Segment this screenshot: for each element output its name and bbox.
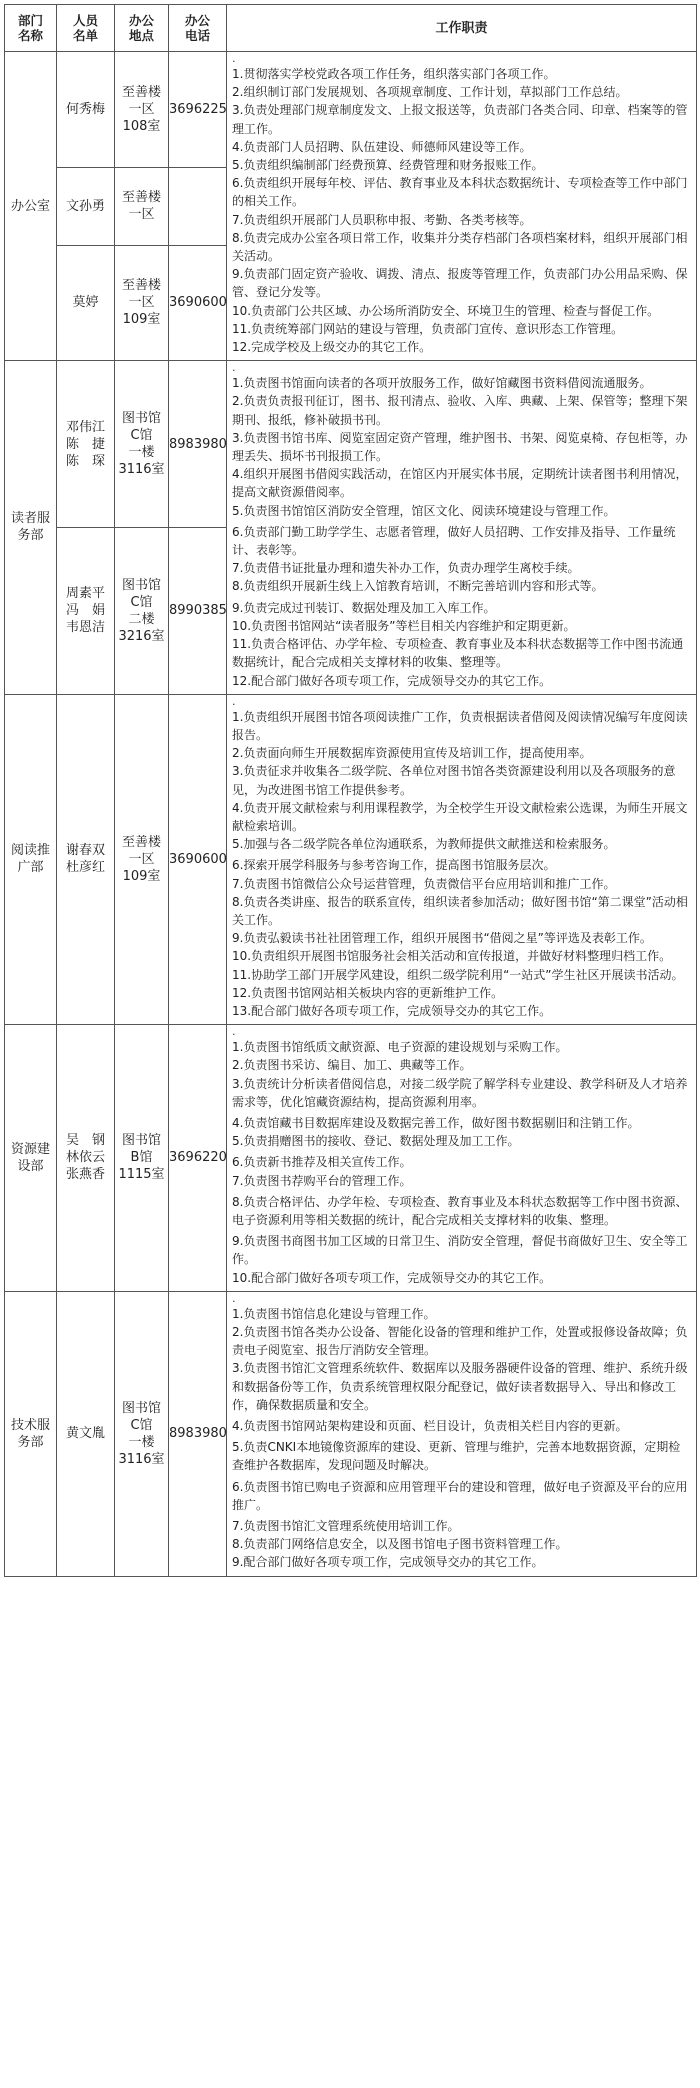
person-name: 张燕香 [65, 1167, 105, 1183]
person-name: 吴 钢 [65, 1133, 105, 1149]
office-location: 1115室 [118, 1167, 165, 1183]
duty-item: 12.配合部门做好各项专项工作，完成领导交办的其它工作。 [232, 673, 552, 688]
header-phone: 办公 电话 [169, 5, 227, 52]
dept-name-cell [5, 1291, 57, 1576]
table-row [5, 361, 697, 528]
person-name: 陈 琛 [65, 453, 105, 469]
duty-item: 1.负责图书馆信息化建设与管理工作。 [232, 1306, 436, 1321]
office-location: 图书馆 [121, 1133, 161, 1149]
header-office: 办公 地点 [115, 5, 169, 52]
duty-item: 1.负责组织开展图书馆各项阅读推广工作，负责根据读者借阅及阅读情况编写年度阅读报告。 [232, 709, 688, 742]
duty-item: 7.负责图书荐购平台的管理工作。 [232, 1173, 412, 1188]
phone-cell: 3696220 [169, 1025, 227, 1292]
duty-item: 3.负责统计分析读者借阅信息，对接二级学院了解学科专业建设、教学科研及人才培养需求等，优化馆藏资源结构，提高资源利用率。 [232, 1076, 688, 1109]
duty-cell [227, 52, 697, 361]
duty-item: 9.负责部门固定资产验收、调拨、清点、报废等管理工作，负责部门办公用品采购、保管、登记分发等。 [232, 267, 688, 300]
dept-name-cell [5, 361, 57, 694]
dept-name-text: 技术服 [10, 1417, 50, 1433]
table-row [5, 1025, 697, 1292]
office-location: 一楼 [128, 445, 155, 461]
duty-cell [227, 1291, 697, 1576]
duty-item: 9.配合部门做好各项专项工作，完成领导交办的其它工作。 [232, 1555, 544, 1570]
duty-item: 6.负责组织开展每年校、评估、教育事业及本科状态数据统计、专项检查等工作中部门的相关工作。 [232, 176, 688, 209]
duty-item: 4.组织开展图书借阅实践活动，在馆区内开展实体书展，定期统计读者图书利用情况，提高文献资源借阅率。 [232, 467, 688, 500]
duty-item: 2.负责图书采访、编目、加工、典藏等工作。 [232, 1058, 472, 1073]
phone-cell: 3690600 [169, 694, 227, 1024]
dept-name-cell [5, 1025, 57, 1292]
duty-item: 7.负责图书馆微信公众号运营管理，负责微信平台应用培训和推广工作。 [232, 876, 616, 891]
phone-cell: 8983980 [169, 361, 227, 528]
duty-item: 8.负责组织开展新生线上入馆教育培训，不断完善培训内容和形式等。 [232, 579, 604, 594]
office-location: 109室 [122, 312, 161, 328]
person-name: 冯 娟 [65, 603, 105, 619]
duty-item: 7.负责组织开展部门人员职称申报、考勤、各类考核等。 [232, 212, 532, 227]
duty-cell [227, 361, 697, 694]
office-location: 3216室 [118, 628, 165, 644]
table-body [5, 52, 697, 1577]
duty-item: 3.负责征求并收集各二级学院、各单位对图书馆各类资源建设利用以及各项服务的意见，为改进图书馆工作提供参考。 [232, 764, 676, 797]
phone-cell: 3696225 [169, 52, 227, 168]
dept-name-text: 读者服 [10, 511, 50, 527]
dept-name-text: 资源建 [10, 1141, 50, 1157]
person-name: 杜彦红 [65, 860, 105, 876]
phone-cell: 8983980 [169, 1291, 227, 1576]
office-location: 图书馆 [121, 411, 161, 427]
office-location: 图书馆 [121, 577, 161, 593]
duty-item: 10.配合部门做好各项专项工作，完成领导交办的其它工作。 [232, 1270, 552, 1285]
duty-item: 1.贯彻落实学校党政各项工作任务，组织落实部门各项工作。 [232, 67, 556, 81]
duty-item: 5.负责捐赠图书的接收、登记、数据处理及加工工作。 [232, 1134, 520, 1149]
office-location: 一区 [128, 207, 155, 223]
office-location: 108室 [122, 118, 161, 134]
person-name: 邓伟江 [65, 419, 105, 435]
office-location: C馆 [130, 594, 153, 610]
office-location: 至善楼 [121, 278, 161, 294]
phone-cell: 3690600 [169, 245, 227, 361]
office-cell [115, 1025, 169, 1292]
dept-name-text: 务部 [17, 528, 44, 544]
office-cell [115, 52, 169, 168]
person-cell [57, 245, 115, 361]
person-cell [57, 527, 115, 694]
duty-item: 5.负责组织编制部门经费预算、经费管理和财务报账工作。 [232, 158, 544, 173]
office-cell [115, 694, 169, 1024]
person-cell [57, 361, 115, 528]
duty-item: 6.负责部门勤工助学学生、志愿者管理，做好人员招聘、工作安排及指导、工作量统计、表彰等。 [232, 524, 676, 558]
office-location: 至善楼 [121, 190, 161, 206]
person-cell [57, 52, 115, 168]
office-location: 一区 [128, 851, 155, 867]
duty-item: 10.负责图书馆网站“读者服务”等栏目相关内容维护和定期更新。 [232, 618, 576, 633]
office-location: 至善楼 [121, 84, 161, 100]
office-cell [115, 527, 169, 694]
department-duty-table [4, 4, 697, 1577]
duty-item: 10.负责组织开展图书馆服务社会相关活动和宣传报道，并做好材料整理归档工作。 [232, 949, 672, 964]
table-row [5, 694, 697, 1024]
bullet-dot-icon: . [232, 1025, 236, 1039]
person-cell [57, 694, 115, 1024]
duty-item: 4.负责馆藏书目数据库建设及数据完善工作，做好图书数据剔旧和注销工作。 [232, 1115, 640, 1130]
person-name: 周素平 [65, 586, 105, 602]
duty-item: 2.负责图书馆各类办公设备、智能化设备的管理和维护工作，处置或报修设备故障；负责电子阅览室、报告厅消防安全管理。 [232, 1325, 688, 1358]
duty-item: 12.负责图书馆网站相关板块内容的更新维护工作。 [232, 985, 504, 1000]
person-name: 谢春双 [65, 843, 105, 859]
duty-item: 6.负责新书推荐及相关宣传工作。 [232, 1155, 412, 1170]
duty-item: 2.负责面向师生开展数据库资源使用宣传及培训工作，提高使用率。 [232, 746, 592, 761]
bullet-dot-icon: . [232, 694, 236, 708]
duty-item: 7.负责图书馆汇文管理系统使用培训工作。 [232, 1519, 460, 1534]
phone-cell [169, 167, 227, 245]
duty-item: 11.协助学工部门开展学风建设，组织二级学院利用“一站式”学生社区开展读书活动。 [232, 967, 684, 982]
duty-item: 6.探索开展学科服务与参考咨询工作，提高图书馆服务层次。 [232, 858, 556, 873]
header-person: 人员 名单 [57, 5, 115, 52]
duty-item: 1.负责图书馆面向读者的各项开放服务工作，做好馆藏图书资料借阅流通服务。 [232, 376, 652, 391]
duty-item: 10.负责部门公共区域、办公场所消防安全、环境卫生的管理、检查与督促工作。 [232, 303, 660, 318]
duty-item: 2.负责负责报刊征订，图书、报刊清点、验收、入库、典藏、上架、保管等；整理下架期刊、报纸，修补破损书刊。 [232, 394, 688, 427]
office-location: 3116室 [118, 462, 165, 478]
duty-item: 3.负责处理部门规章制度发文、上报文报送等，负责部门各类合同、印章、档案等的管理工作。 [232, 103, 688, 136]
person-cell [57, 1291, 115, 1576]
duty-item: 8.负责各类讲座、报告的联系宣传，组织读者参加活动；做好图书馆“第二课堂”活动相关工作。 [232, 894, 688, 927]
duty-item: 8.负责部门网络信息安全，以及图书馆电子图书资料管理工作。 [232, 1537, 568, 1552]
dept-name-text: 广部 [17, 860, 44, 876]
duty-item: 5.负责CNKI本地镜像资源库的建设、更新、管理与维护，完善本地数据资源，定期检查维护各数据库，发现问题及时解决。 [232, 1440, 681, 1473]
dept-name-text: 设部 [17, 1158, 44, 1174]
person-name: 莫婷 [72, 295, 99, 311]
office-location: 图书馆 [121, 1400, 161, 1416]
office-location: 一区 [128, 101, 155, 117]
duty-item: 5.负责图书馆馆区消防安全管理，馆区文化、阅读环境建设与管理工作。 [232, 503, 616, 518]
duty-item: 9.负责完成过刊装订、数据处理及加工入库工作。 [232, 600, 496, 615]
table-row [5, 1291, 697, 1576]
office-location: 一区 [128, 295, 155, 311]
dept-name-text: 务部 [17, 1434, 44, 1450]
office-location: 至善楼 [121, 834, 161, 850]
duty-item: 7.负责借书证批量办理和遗失补办工作，负责办理学生离校手续。 [232, 561, 580, 576]
duty-item: 8.负责完成办公室各项日常工作，收集并分类存档部门各项档案材料，组织开展部门相关活动。 [232, 230, 688, 264]
duty-item: 12.完成学校及上级交办的其它工作。 [232, 340, 432, 355]
duty-cell [227, 1025, 697, 1292]
office-location: 109室 [122, 868, 161, 884]
office-location: C馆 [130, 428, 153, 444]
office-location: B馆 [130, 1150, 153, 1166]
dept-name-text: 阅读推 [10, 843, 50, 859]
duty-item: 13.配合部门做好各项专项工作，完成领导交办的其它工作。 [232, 1003, 552, 1018]
person-cell [57, 1025, 115, 1292]
person-name: 陈 捷 [65, 436, 105, 452]
duty-item: 9.负责图书商图书加工区域的日常卫生、消防安全管理，督促书商做好卫生、安全等工作。 [232, 1234, 688, 1267]
person-name: 何秀梅 [65, 101, 105, 117]
office-cell [115, 167, 169, 245]
duty-item: 5.加强与各二级学院各单位沟通联系，为教师提供文献推送和检索服务。 [232, 837, 616, 852]
person-name: 韦恩洁 [65, 620, 105, 636]
duty-item: 3.负责图书馆书库、阅览室固定资产管理，维护图书、书架、阅览桌椅、存包柜等，办理丢失、损坏书刊报损工作。 [232, 430, 688, 464]
person-name: 文孙勇 [65, 198, 105, 214]
person-name: 林依云 [65, 1150, 105, 1166]
dept-name-text: 办公室 [10, 198, 50, 214]
table-row [5, 52, 697, 168]
duty-item: 4.负责图书馆网站架构建设和页面、栏目设计，负责相关栏目内容的更新。 [232, 1419, 628, 1434]
duty-item: 8.负责合格评估、办学年检、专项检查、教育事业及本科状态数据等工作中图书资源、电子资源利用等相关数据的统计，配合完成相关支撑材料的收集、整理。 [232, 1194, 688, 1227]
bullet-dot-icon: . [232, 1291, 236, 1305]
phone-cell: 8990385 [169, 527, 227, 694]
dept-name-cell [5, 694, 57, 1024]
duty-item: 3.负责图书馆汇文管理系统软件、数据库以及服务器硬件设备的管理、维护、系统升级和数据备份等工作，负责系统管理权限分配登记，做好读者数据导入、导出和修改工作，确保数据质量和安全。 [232, 1361, 688, 1412]
duty-item: 11.负责合格评估、办学年检、专项检查、教育事业及本科状态数据等工作中图书流通数据统计，配合完成相关支撑材料的收集、整理等。 [232, 637, 684, 670]
duty-item: 4.负责开展文献检索与利用课程教学，为全校学生开设文献检索公选课，为师生开展文献检索培训。 [232, 800, 688, 833]
office-location: 一楼 [128, 1434, 155, 1450]
duty-item: 9.负责弘毅读书社社团管理工作，组织开展图书“借阅之星”等评选及表彰工作。 [232, 931, 652, 946]
office-location: 3116室 [118, 1451, 165, 1467]
header-row [5, 5, 697, 52]
office-cell [115, 361, 169, 528]
bullet-dot-icon: . [232, 361, 236, 375]
office-cell [115, 245, 169, 361]
duty-item: 2.组织制订部门发展规划、各项规章制度、工作计划，草拟部门工作总结。 [232, 85, 628, 100]
office-location: C馆 [130, 1417, 153, 1433]
person-cell [57, 167, 115, 245]
duty-item: 1.负责图书馆纸质文献资源、电子资源的建设规划与采购工作。 [232, 1040, 568, 1055]
header-dept: 部门 名称 [5, 5, 57, 52]
duty-cell [227, 694, 697, 1024]
header-duty: 工作职责 [227, 5, 697, 52]
dept-name-cell [5, 52, 57, 361]
duty-item: 11.负责统筹部门网站的建设与管理，负责部门宣传、意识形态工作管理。 [232, 321, 624, 336]
person-name: 黄文胤 [65, 1426, 105, 1442]
bullet-dot-icon: . [232, 52, 236, 65]
duty-item: 4.负责部门人员招聘、队伍建设、师德师风建设等工作。 [232, 139, 532, 154]
office-cell [115, 1291, 169, 1576]
office-location: 二楼 [128, 611, 155, 627]
duty-item: 6.负责图书馆已购电子资源和应用管理平台的建设和管理，做好电子资源及平台的应用推广。 [232, 1479, 688, 1512]
